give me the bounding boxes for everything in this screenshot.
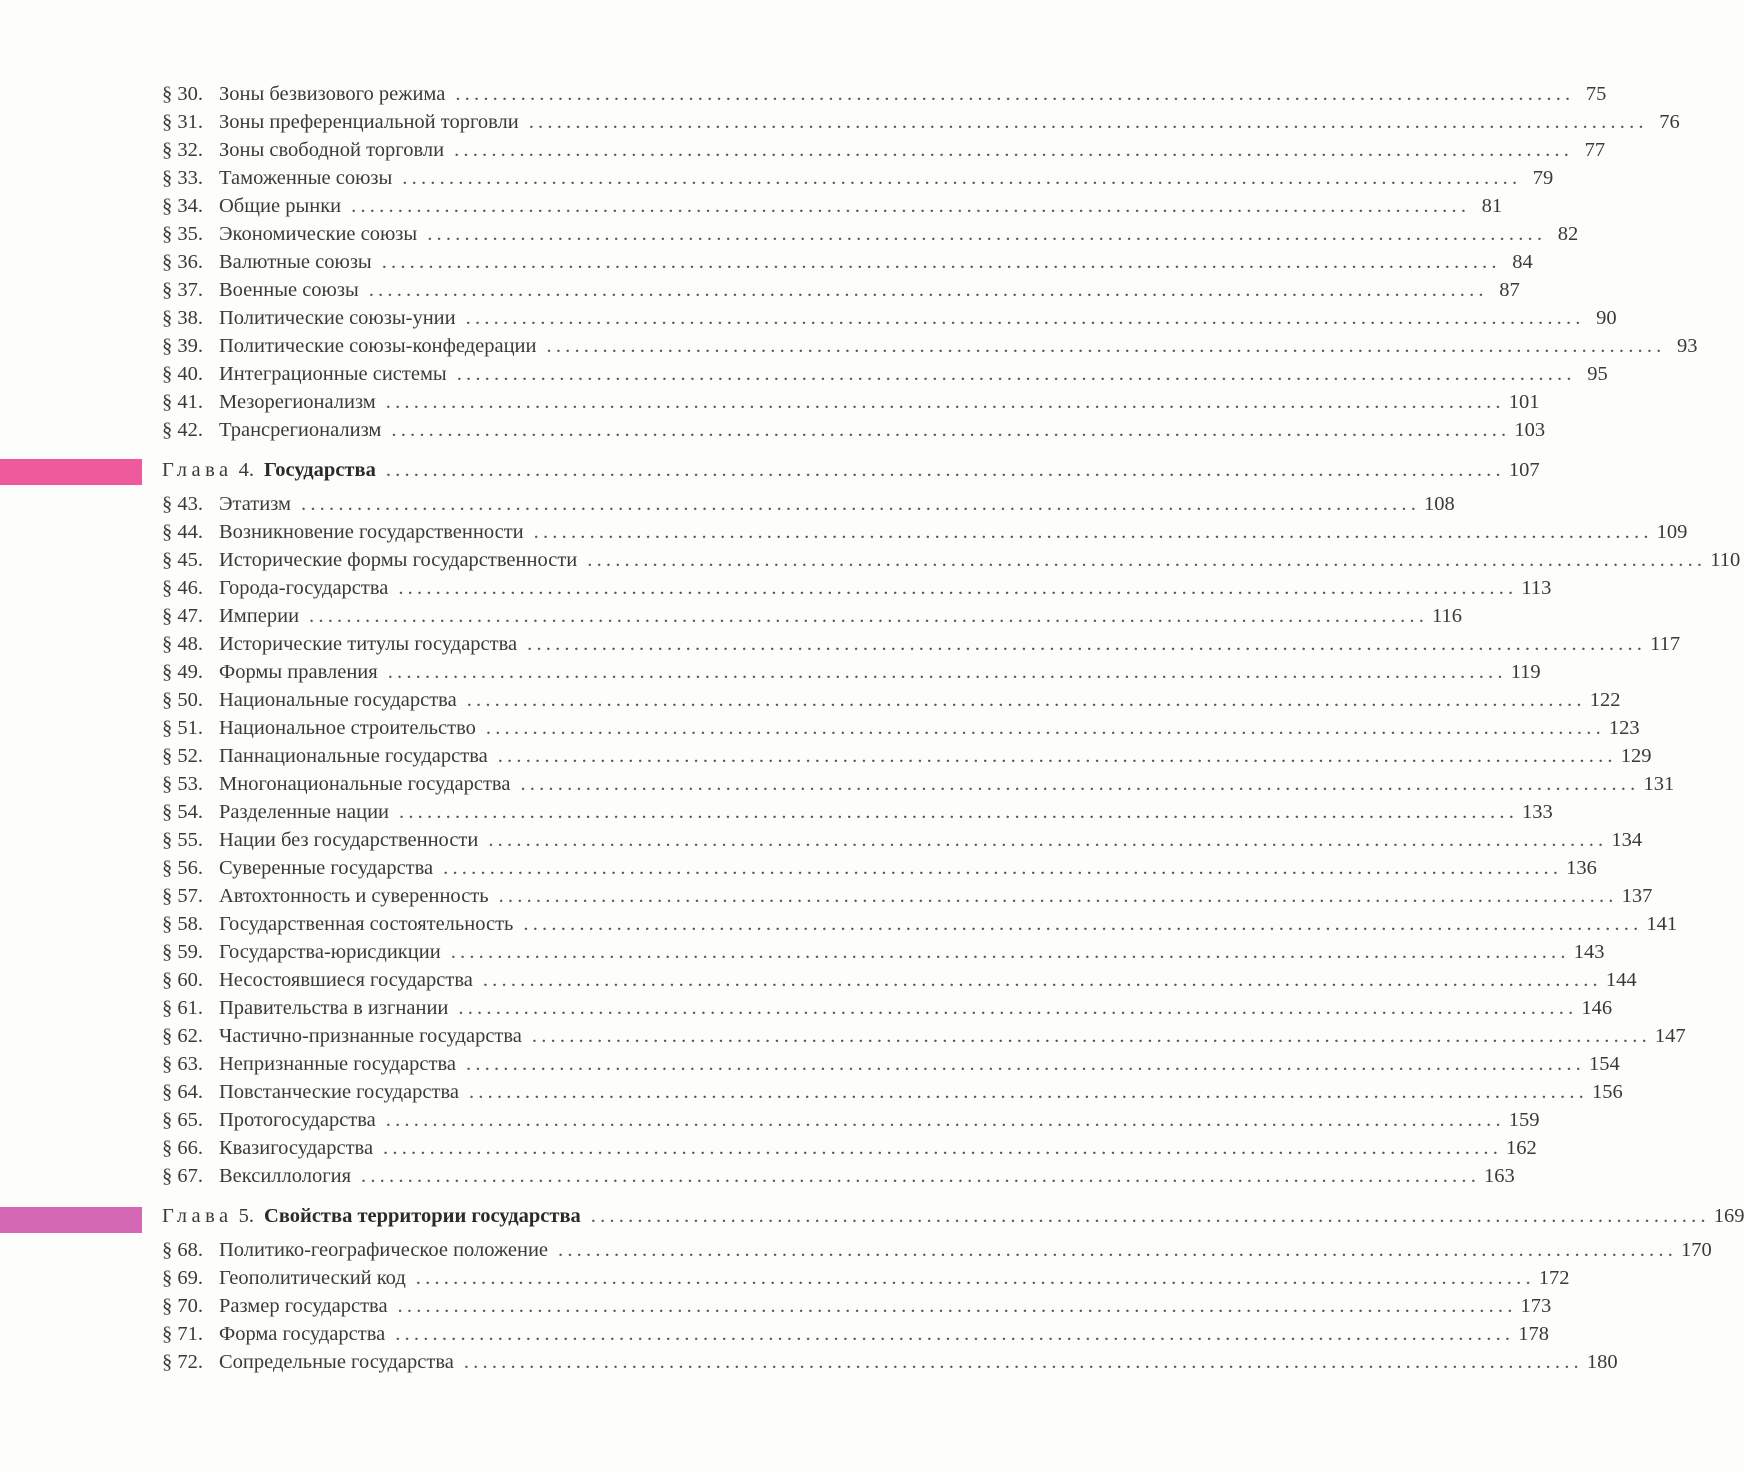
toc-entry[interactable] xyxy=(162,798,1553,826)
section-title: Исторические формы государственности xyxy=(219,549,578,571)
chapter-5-heading[interactable] xyxy=(162,1202,1745,1230)
section-number: § 45. xyxy=(162,549,203,571)
section-number: § 66. xyxy=(162,1137,203,1159)
toc-entry[interactable] xyxy=(162,546,1741,574)
section-title: Частично-признанные государства xyxy=(219,1025,522,1047)
toc-entry[interactable] xyxy=(162,1236,1712,1264)
toc-entry[interactable] xyxy=(162,714,1640,742)
chapter-number: 4. xyxy=(238,459,255,481)
section-page: 110 xyxy=(1710,549,1741,571)
section-number: § 58. xyxy=(162,913,203,935)
section-number: § 72. xyxy=(162,1351,203,1373)
toc-entry[interactable] xyxy=(162,1162,1515,1190)
section-page: 84 xyxy=(1512,251,1533,273)
section-title: Правительства в изгнании xyxy=(219,997,449,1019)
toc-entry[interactable] xyxy=(162,658,1541,686)
toc-entry[interactable] xyxy=(162,630,1681,658)
section-title: Этатизм xyxy=(219,493,292,515)
leader-dots: ........................................................................................................................ xyxy=(456,363,1576,385)
leader-dots: ........................................................................................................................ xyxy=(301,493,1421,515)
section-number: § 60. xyxy=(162,969,203,991)
toc-entry[interactable] xyxy=(162,1078,1623,1106)
toc-entry[interactable] xyxy=(162,826,1643,854)
toc-entry[interactable] xyxy=(162,686,1621,714)
section-page: 173 xyxy=(1520,1295,1552,1317)
section-title: Империи xyxy=(219,605,300,627)
section-title: Повстанческие государства xyxy=(219,1081,459,1103)
leader-dots: ........................................................................................................................ xyxy=(387,661,1507,683)
section-title: Мезорегионализм xyxy=(219,391,376,413)
section-page: 116 xyxy=(1432,605,1463,627)
section-page: 90 xyxy=(1596,307,1617,329)
leader-dots: ........................................................................................................................ xyxy=(395,1323,1515,1345)
leader-dots: ........................................................................................................................ xyxy=(415,1267,1535,1289)
section-number: § 56. xyxy=(162,857,203,879)
leader-dots: ........................................................................................................................ xyxy=(527,633,1647,655)
section-title: Паннациональные государства xyxy=(219,745,488,767)
leader-dots: ........................................................................................................................ xyxy=(523,913,1643,935)
section-title: Непризнанные государства xyxy=(219,1053,456,1075)
section-number: § 65. xyxy=(162,1109,203,1131)
leader-dots: ........................................................................................................................ xyxy=(587,549,1707,571)
toc-entry[interactable] xyxy=(162,1022,1686,1050)
section-number: § 70. xyxy=(162,1295,203,1317)
section-number: § 46. xyxy=(162,577,203,599)
section-title: Формы правления xyxy=(219,661,378,683)
section-number: § 67. xyxy=(162,1165,203,1187)
section-page: 162 xyxy=(1506,1137,1537,1159)
section-page: 75 xyxy=(1585,83,1607,105)
chapter-label: Глава xyxy=(162,459,233,481)
section-number: § 38. xyxy=(162,307,203,329)
leader-dots: ........................................................................................................................ xyxy=(399,801,1519,823)
toc-entry[interactable] xyxy=(162,108,1680,136)
toc-entry[interactable] xyxy=(162,854,1597,882)
section-page: 77 xyxy=(1584,139,1606,161)
toc-entry[interactable] xyxy=(162,1134,1537,1162)
leader-dots: ........................................................................................................................ xyxy=(351,195,1471,217)
section-page: 113 xyxy=(1521,577,1552,599)
leader-dots: ........................................................................................................................ xyxy=(533,521,1653,543)
section-page: 93 xyxy=(1677,335,1698,357)
section-title: Размер государства xyxy=(219,1295,388,1317)
section-title: Государственная состоятельность xyxy=(219,913,514,935)
toc-entry[interactable] xyxy=(162,938,1605,966)
section-title: Геополитический код xyxy=(219,1267,406,1289)
section-title: Политико-географическое положение xyxy=(219,1239,549,1261)
leader-dots: ........................................................................................................................ xyxy=(546,335,1666,357)
section-title: Экономические союзы xyxy=(219,223,418,245)
section-page: 156 xyxy=(1591,1081,1623,1103)
section-title: Общие рынки xyxy=(219,195,342,217)
section-title: Квазигосударства xyxy=(219,1137,374,1159)
leader-dots: ........................................................................................................................ xyxy=(520,773,1640,795)
section-page: 144 xyxy=(1605,969,1637,991)
leader-dots: ........................................................................................................................ xyxy=(397,1295,1517,1317)
section-title: Валютные союзы xyxy=(219,251,372,273)
leader-dots: ........................................................................................................................ xyxy=(385,1109,1505,1131)
section-page: 133 xyxy=(1522,801,1553,823)
toc-entry[interactable] xyxy=(162,490,1455,518)
section-title: Автохтонность и суверенность xyxy=(219,885,489,907)
section-number: § 42. xyxy=(162,419,203,441)
toc-entry[interactable] xyxy=(162,742,1652,770)
section-title: Зоны свободной торговли xyxy=(219,139,445,161)
section-title: Сопредельные государства xyxy=(219,1351,454,1373)
section-page: 87 xyxy=(1499,279,1520,301)
leader-dots: ........................................................................................................................ xyxy=(498,885,1618,907)
section-title: Военные союзы xyxy=(219,279,359,301)
toc-entry[interactable] xyxy=(162,882,1653,910)
section-title: Нации без государственности xyxy=(219,829,479,851)
leader-dots: ........................................................................................................................ xyxy=(466,1053,1585,1075)
toc-entry[interactable] xyxy=(162,388,1540,416)
toc-entry[interactable] xyxy=(162,304,1617,332)
section-number: § 50. xyxy=(162,689,203,711)
toc-entry[interactable] xyxy=(162,966,1637,994)
section-number: § 35. xyxy=(162,223,203,245)
toc-entry[interactable] xyxy=(162,770,1675,798)
section-page: 129 xyxy=(1620,745,1652,767)
toc-entry[interactable] xyxy=(162,164,1554,192)
chapter-page: 107 xyxy=(1508,459,1540,481)
toc-entry[interactable] xyxy=(162,518,1688,546)
leader-dots: ........................................................................................................................ xyxy=(590,1205,1710,1227)
section-title: Вексиллология xyxy=(219,1165,352,1187)
section-number: § 52. xyxy=(162,745,203,767)
section-number: § 36. xyxy=(162,251,203,273)
section-page: 163 xyxy=(1484,1165,1515,1187)
leader-dots: ........................................................................................................................ xyxy=(531,1025,1651,1047)
toc-entry[interactable] xyxy=(162,994,1613,1022)
section-title: Форма государства xyxy=(219,1323,386,1345)
section-number: § 48. xyxy=(162,633,203,655)
toc-entry[interactable] xyxy=(162,1050,1620,1078)
section-number: § 41. xyxy=(162,391,203,413)
section-page: 122 xyxy=(1589,689,1621,711)
section-page: 143 xyxy=(1573,941,1605,963)
section-title: Многонациональные государства xyxy=(219,773,511,795)
section-page: 108 xyxy=(1424,493,1455,515)
table-of-contents xyxy=(162,80,1745,1376)
section-number: § 47. xyxy=(162,605,203,627)
section-page: 170 xyxy=(1681,1239,1712,1261)
toc-entry[interactable] xyxy=(162,332,1698,360)
leader-dots: ........................................................................................................................ xyxy=(465,307,1585,329)
section-number: § 39. xyxy=(162,335,203,357)
section-title: Исторические титулы государства xyxy=(219,633,518,655)
section-title: Трансрегионализм xyxy=(219,419,382,441)
leader-dots: ........................................................................................................................ xyxy=(450,941,1570,963)
toc-entry[interactable] xyxy=(162,1348,1618,1376)
section-title: Политические союзы-унии xyxy=(219,307,456,329)
toc-entry[interactable] xyxy=(162,602,1463,630)
section-page: 180 xyxy=(1586,1351,1618,1373)
section-number: § 37. xyxy=(162,279,203,301)
section-title: Зоны преференциальной торговли xyxy=(219,111,519,133)
section-number: § 31. xyxy=(162,111,203,133)
leader-dots: ........................................................................................................................ xyxy=(427,223,1547,245)
chapter-4-heading[interactable] xyxy=(162,456,1540,484)
section-number: § 33. xyxy=(162,167,203,189)
section-number: § 44. xyxy=(162,521,203,543)
leader-dots: ........................................................................................................................ xyxy=(398,577,1518,599)
chapter-title: Государства xyxy=(264,459,376,481)
section-title: Таможенные союзы xyxy=(219,167,393,189)
section-number: § 55. xyxy=(162,829,203,851)
leader-dots: ........................................................................................................................ xyxy=(528,111,1648,133)
section-number: § 30. xyxy=(162,83,203,105)
leader-dots: ........................................................................................................................ xyxy=(488,829,1608,851)
toc-entry[interactable] xyxy=(162,360,1608,388)
section-page: 76 xyxy=(1659,111,1680,133)
section-page: 109 xyxy=(1656,521,1688,543)
section-title: Города-государства xyxy=(219,577,389,599)
section-title: Интеграционные системы xyxy=(219,363,447,385)
section-page: 101 xyxy=(1508,391,1540,413)
section-page: 172 xyxy=(1538,1267,1570,1289)
section-title: Суверенные государства xyxy=(219,857,434,879)
section-list-a xyxy=(162,80,1698,444)
section-title: Национальные государства xyxy=(219,689,457,711)
section-number: § 49. xyxy=(162,661,203,683)
section-page: 159 xyxy=(1508,1109,1540,1131)
section-number: § 59. xyxy=(162,941,203,963)
section-title: Политические союзы-конфедерации xyxy=(219,335,537,357)
toc-entry[interactable] xyxy=(162,220,1579,248)
section-title: Национальное строительство xyxy=(219,717,476,739)
toc-entry[interactable] xyxy=(162,80,1607,108)
section-number: § 40. xyxy=(162,363,203,385)
section-number: § 43. xyxy=(162,493,203,515)
section-number: § 53. xyxy=(162,773,203,795)
section-title: Протогосударства xyxy=(219,1109,376,1131)
chapter-label: Глава xyxy=(162,1205,233,1227)
section-number: § 57. xyxy=(162,885,203,907)
section-number: § 71. xyxy=(162,1323,203,1345)
section-number: § 61. xyxy=(162,997,203,1019)
section-page: 95 xyxy=(1587,363,1608,385)
section-page: 79 xyxy=(1532,167,1554,189)
leader-dots: ........................................................................................................................ xyxy=(463,1351,1583,1373)
leader-dots: ........................................................................................................................ xyxy=(468,1081,1588,1103)
chapter-5-marker-bar xyxy=(0,1207,142,1233)
section-title: Возникновение государственности xyxy=(219,521,524,543)
leader-dots: ........................................................................................................................ xyxy=(383,1137,1503,1159)
toc-entry[interactable] xyxy=(162,1106,1540,1134)
toc-entry[interactable] xyxy=(162,910,1678,938)
section-title: Разделенные нации xyxy=(219,801,390,823)
section-number: § 54. xyxy=(162,801,203,823)
section-number: § 34. xyxy=(162,195,203,217)
section-page: 137 xyxy=(1621,885,1653,907)
leader-dots: ........................................................................................................................ xyxy=(391,419,1511,441)
leader-dots: ........................................................................................................................ xyxy=(458,997,1578,1019)
toc-entry[interactable] xyxy=(162,192,1503,220)
toc-entry[interactable] xyxy=(162,416,1546,444)
toc-entry[interactable] xyxy=(162,1264,1570,1292)
section-number: § 63. xyxy=(162,1053,203,1075)
section-number: § 64. xyxy=(162,1081,203,1103)
leader-dots: ........................................................................................................................ xyxy=(443,857,1563,879)
leader-dots: ........................................................................................................................ xyxy=(361,1165,1481,1187)
section-page: 131 xyxy=(1643,773,1675,795)
section-page: 141 xyxy=(1646,913,1678,935)
section-number: § 69. xyxy=(162,1267,203,1289)
leader-dots: ........................................................................................................................ xyxy=(402,167,1522,189)
toc-entry[interactable] xyxy=(162,1320,1549,1348)
section-number: § 51. xyxy=(162,717,203,739)
leader-dots: ........................................................................................................................ xyxy=(368,279,1488,301)
chapter-number: 5. xyxy=(238,1205,255,1227)
toc-entry[interactable] xyxy=(162,574,1552,602)
leader-dots: ........................................................................................................................ xyxy=(385,391,1505,413)
section-list-c xyxy=(162,1236,1712,1376)
section-page: 81 xyxy=(1481,195,1503,217)
leader-dots: ........................................................................................................................ xyxy=(482,969,1602,991)
section-list-b xyxy=(162,490,1741,1190)
section-page: 146 xyxy=(1581,997,1613,1019)
toc-entry[interactable] xyxy=(162,248,1533,276)
leader-dots: ........................................................................................................................ xyxy=(558,1239,1678,1261)
section-title: Несостоявшиеся государства xyxy=(219,969,473,991)
chapter-4-marker-bar xyxy=(0,459,142,485)
leader-dots: ........................................................................................................................ xyxy=(455,83,1575,105)
section-page: 119 xyxy=(1510,661,1541,683)
section-number: § 68. xyxy=(162,1239,203,1261)
section-page: 136 xyxy=(1566,857,1597,879)
toc-entry[interactable] xyxy=(162,276,1520,304)
leader-dots: ........................................................................................................................ xyxy=(497,745,1617,767)
leader-dots: ........................................................................................................................ xyxy=(466,689,1586,711)
toc-entry[interactable] xyxy=(162,1292,1552,1320)
section-title: Зоны безвизового режима xyxy=(219,83,446,105)
toc-entry[interactable] xyxy=(162,136,1606,164)
leader-dots: ........................................................................................................................ xyxy=(485,717,1605,739)
section-page: 82 xyxy=(1557,223,1579,245)
section-number: § 62. xyxy=(162,1025,203,1047)
section-page: 154 xyxy=(1589,1053,1620,1075)
section-number: § 32. xyxy=(162,139,203,161)
leader-dots: ........................................................................................................................ xyxy=(309,605,1429,627)
section-page: 134 xyxy=(1611,829,1643,851)
chapter-page: 169 xyxy=(1713,1205,1745,1227)
section-page: 103 xyxy=(1514,419,1546,441)
leader-dots: ........................................................................................................................ xyxy=(454,139,1574,161)
section-page: 117 xyxy=(1650,633,1681,655)
section-title: Государства-юрисдикции xyxy=(219,941,441,963)
leader-dots: ........................................................................................................................ xyxy=(381,251,1501,273)
chapter-title: Свойства территории государства xyxy=(264,1205,581,1227)
section-page: 178 xyxy=(1518,1323,1549,1345)
leader-dots: ........................................................................................................................ xyxy=(385,459,1505,481)
section-page: 123 xyxy=(1608,717,1640,739)
section-page: 147 xyxy=(1654,1025,1686,1047)
